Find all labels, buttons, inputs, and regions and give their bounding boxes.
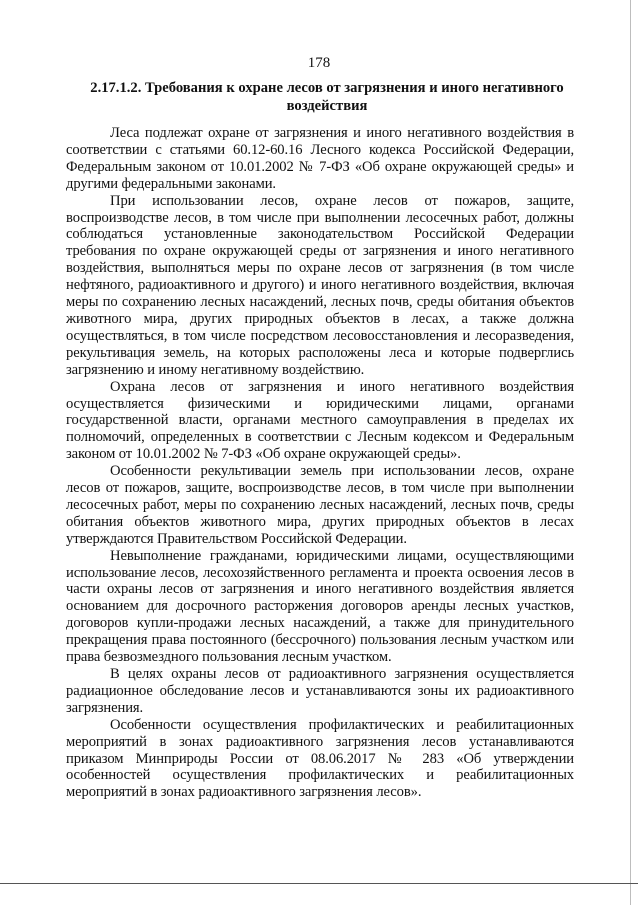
bottom-divider bbox=[0, 883, 638, 884]
paragraph: Леса подлежат охране от загрязнения и иного негативного воздействия в соответствии с статьями 60.12-60.16 Лесного кодекса Российской Федерации, Федеральным законом от 10.01.2002 № 7-ФЗ «Об охране окружающей среды» и другими федеральными законами. bbox=[66, 125, 574, 192]
section-heading: 2.17.1.2. Требования к охране лесов от загрязнения и иного негативного воздействия bbox=[90, 80, 564, 114]
document-body bbox=[66, 125, 574, 801]
page-edge-line bbox=[630, 0, 631, 905]
paragraph: Охрана лесов от загрязнения и иного негативного воздействия осуществляется физическими и юридическими лицами, органами государственной власти, органами местного самоуправления в пределах их полномочий, определенных в соответствии с Лесным кодексом и Федеральным законом от 10.01.2002 № 7-ФЗ «Об охране окружающей среды». bbox=[66, 378, 574, 463]
paragraph: Невыполнение гражданами, юридическими лицами, осуществляющими использование лесов, лесохозяйственного регламента и проекта освоения лесов в части охраны лесов от загрязнения и иного негативного воздействия является основанием для досрочного расторжения договоров аренды лесных участков, договоров купли-продажи лесных насаждений, а также для принудительного прекращения права постоянного (бессрочного) пользования лесным участком или права безвозмездного пользования лесным участком. bbox=[66, 547, 574, 666]
paragraph: Особенности осуществления профилактических и реабилитационных мероприятий в зонах радиоактивного загрязнения лесов устанавливаются приказом Минприроды России от 08.06.2017 № 283 «Об утверждении особенностей осуществления профилактических и реабилитационных мероприятий в зонах радиоактивного загрязнения лесов». bbox=[66, 716, 574, 801]
paragraph: Особенности рекультивации земель при использовании лесов, охране лесов от пожаров, защите, воспроизводстве лесов, в том числе при выполнении лесосечных работ, меры по сохранению лесных насаждений, лесных почв, среды обитания объектов животного мира, других природных объектов в лесах утверждаются Правительством Российской Федерации. bbox=[66, 463, 574, 547]
paragraph: При использовании лесов, охране лесов от пожаров, защите, воспроизводстве лесов, в том числе при выполнении лесосечных работ, должны соблюдаться установленные законодательством Российской Федерации требования по охране окружающей среды от загрязнения и иного негативного воздействия, выполняться меры по охране лесов от загрязнения (в том числе нефтяного, радиоактивного и другого) и иного негативного воздействия, включая меры по сохранению лесных насаждений, лесных почв, среды обитания объектов животного мира, других природных объектов в лесах, а также должна осуществляться, в том числе посредством лесовосстановления и лесоразведения, рекультивация земель, на которых расположены леса и которые подверглись загрязнению и иному негативному воздействию. bbox=[66, 192, 574, 378]
page-number: 178 bbox=[307, 55, 331, 71]
paragraph: В целях охраны лесов от радиоактивного загрязнения осуществляется радиационное обследование лесов и устанавливаются зоны их радиоактивного загрязнения. bbox=[66, 666, 574, 716]
